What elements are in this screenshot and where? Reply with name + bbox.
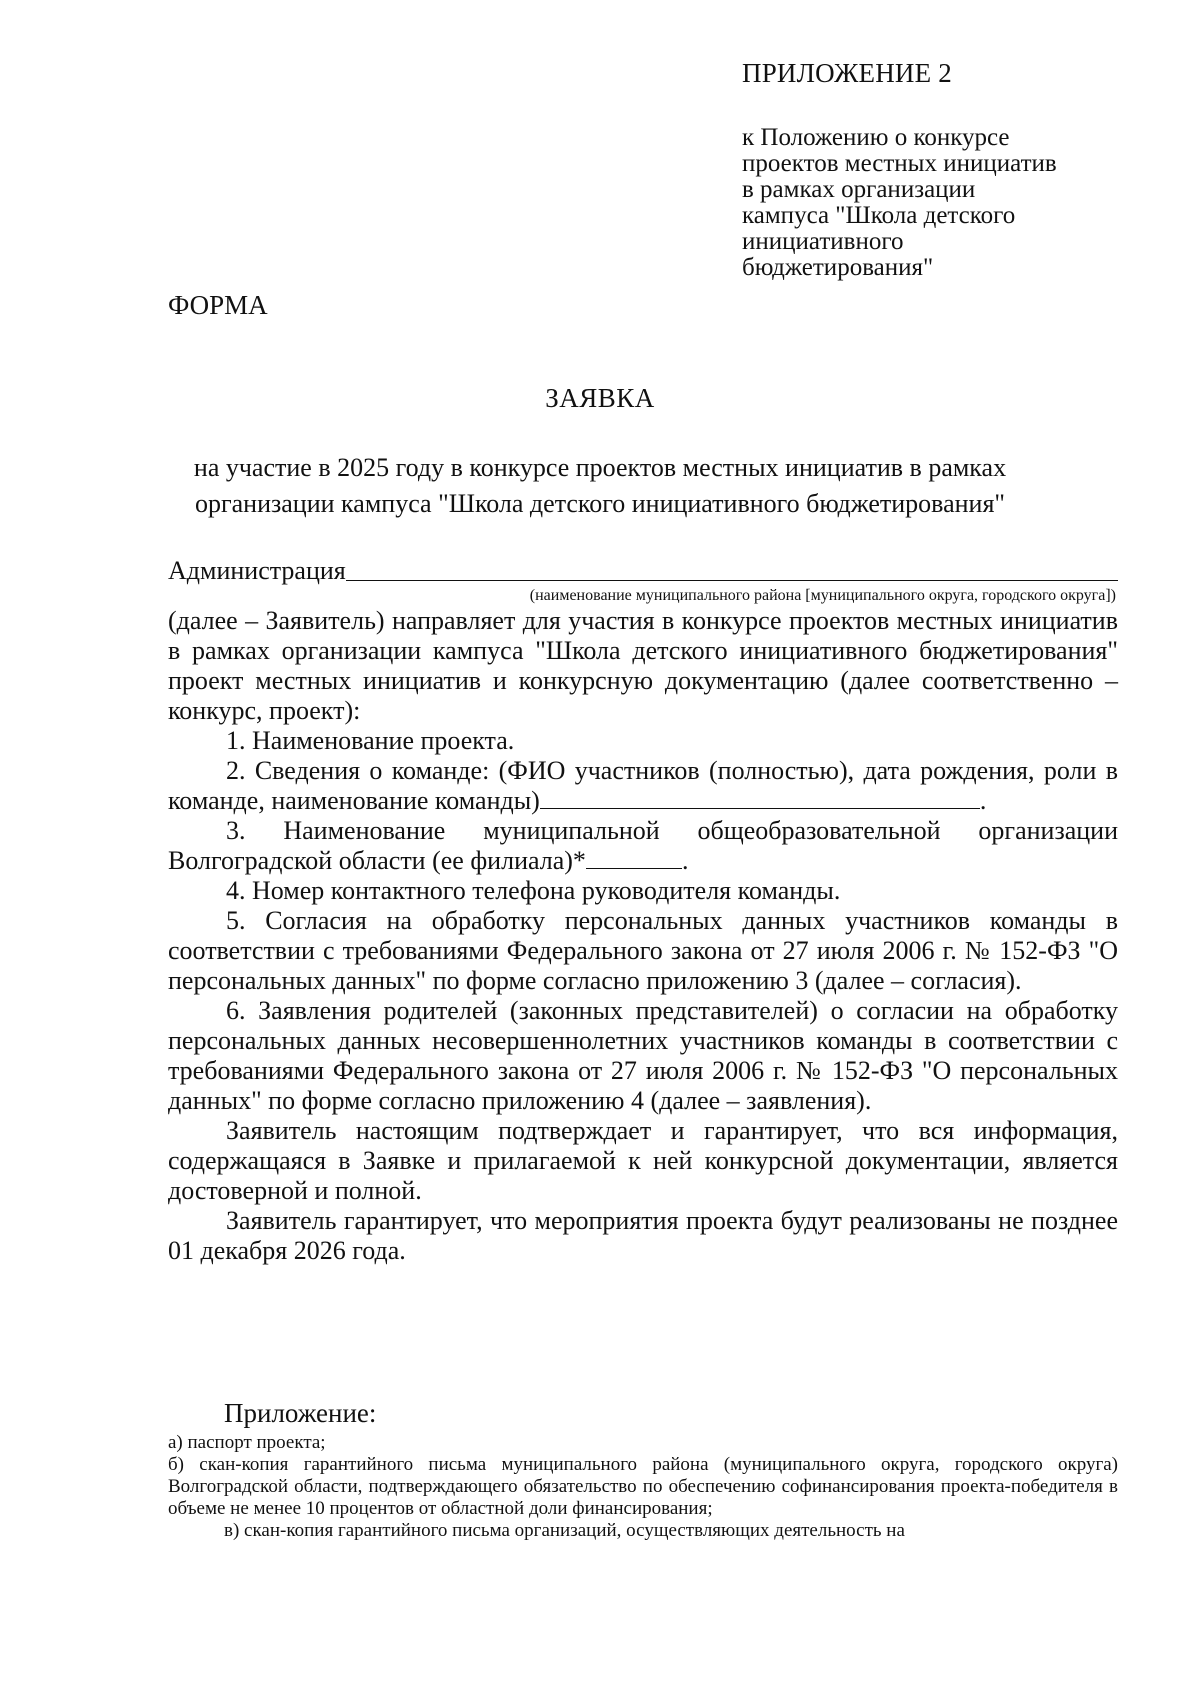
appendix-reference-line: к Положению о конкурсе (742, 124, 1010, 151)
list-item-phone: 4. Номер контактного телефона руководителя команды. (226, 876, 841, 905)
application-body (168, 556, 1118, 1266)
administration-label: Администрация (168, 556, 346, 585)
guarantee-paragraph: Заявитель настоящим подтверждает и гарантирует, что вся информация, содержащаяся в Заявке и прилагаемой к ней конкурсной документации, является достоверной и полной. (168, 1116, 1118, 1205)
attachments-heading: Приложение: (224, 1398, 377, 1428)
intro-paragraph: (далее – Заявитель) направляет для участия в конкурсе проектов местных инициатив в рамках организации кампуса "Школа детского инициативного бюджетирования" проект местных инициатив и конкурсную документацию (далее соответственно – конкурс, проект): (168, 606, 1118, 725)
appendix-label: ПРИЛОЖЕНИЕ 2 (742, 58, 952, 88)
document-title: ЗАЯВКА (545, 383, 655, 413)
appendix-reference-line: инициативного (742, 228, 904, 255)
list-item-project-name: 1. Наименование проекта. (226, 726, 515, 755)
document-subtitle (0, 450, 1200, 522)
administration-row (168, 556, 1118, 586)
administration-name-field[interactable] (346, 558, 1118, 581)
list-item-team (168, 756, 1118, 816)
subtitle-line: на участие в 2025 году в конкурсе проектов местных инициатив в рамках (193, 453, 1007, 482)
attachments-list (168, 1432, 1118, 1542)
team-end: . (979, 786, 987, 815)
appendix-reference (742, 125, 1142, 281)
attachment-item: в) скан-копия гарантийного письма организаций, осуществляющих деятельность на (224, 1520, 905, 1541)
list-item-school (168, 816, 1118, 876)
list-item-parent-statements: 6. Заявления родителей (законных представителей) о согласии на обработку персональных данных несовершеннолетних участников команды в соответствии с требованиями Федерального закона от 27 июля 2006 г. № 152-ФЗ "О персональных данных" по форме согласно приложению 4 (далее – заявления). (168, 996, 1118, 1115)
attachment-item: а) паспорт проекта; (168, 1432, 326, 1453)
appendix-reference-line: бюджетирования" (742, 254, 934, 281)
deadline-paragraph: Заявитель гарантирует, что мероприятия проекта будут реализованы не позднее 01 декабря 2026 года. (168, 1206, 1118, 1265)
appendix-reference-line: проектов местных инициатив (742, 150, 1057, 177)
team-text: 2. Сведения о команде: (ФИО участников (полностью), дата рождения, роли в команде, наименование команды) (168, 756, 1118, 815)
administration-hint: (наименование муниципального района [муниципального округа, городского округа]) (529, 587, 1116, 604)
school-field[interactable] (586, 846, 682, 869)
form-label: ФОРМА (168, 290, 268, 320)
team-field[interactable] (540, 786, 980, 809)
appendix-reference-line: в рамках организации (742, 176, 976, 203)
appendix-reference-line: кампуса "Школа детского (742, 202, 1016, 229)
list-item-consents: 5. Согласия на обработку персональных данных участников команды в соответствии с требованиями Федерального закона от 27 июля 2006 г. № 152-ФЗ "О персональных данных" по форме согласно приложению 3 (далее – согласия). (168, 906, 1118, 995)
attachment-item: б) скан-копия гарантийного письма муниципального района (муниципального округа, городского округа) Волгоградской области, подтверждающего обязательство по обеспечению софинансирования проекта-победителя в объеме не менее 10 процентов от областной доли финансирования; (168, 1454, 1118, 1519)
school-end: . (681, 846, 689, 875)
subtitle-line: организации кампуса "Школа детского инициативного бюджетирования" (194, 489, 1006, 518)
school-text: 3. Наименование муниципальной общеобразовательной организации Волгоградской области (ее филиала)* (168, 816, 1118, 875)
